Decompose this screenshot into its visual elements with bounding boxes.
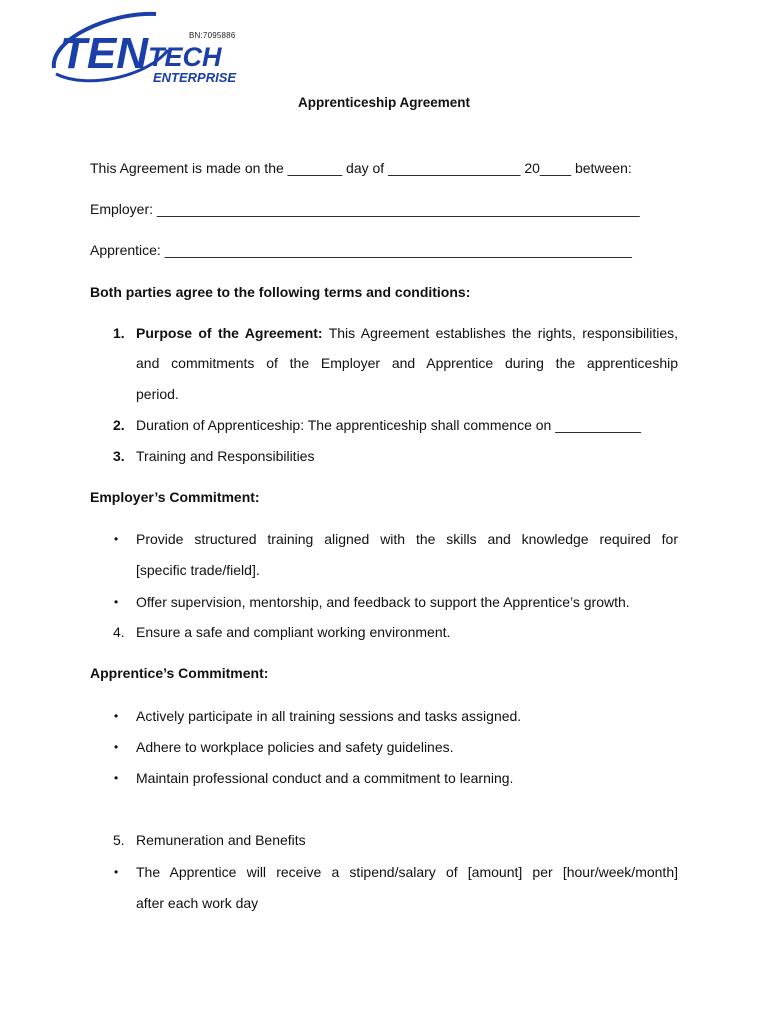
apprentice-bullet: Actively participate in all training sessions and tasks assigned. <box>136 708 522 724</box>
bullet-icon: • <box>114 532 119 546</box>
logo-ten-text: TEN <box>60 29 148 78</box>
apprentice-bullet: Maintain professional conduct and a commitment to learning. <box>136 770 514 786</box>
bullet-icon: • <box>114 595 119 609</box>
item-training: Training and Responsibilities <box>136 448 315 464</box>
item-safe-environment: Ensure a safe and compliant working environment. <box>136 624 451 640</box>
logo-tech-text: TECH <box>148 42 222 72</box>
bullet-icon: • <box>114 771 119 785</box>
both-parties-heading: Both parties agree to the following terms and conditions: <box>90 284 471 300</box>
intro-line: This Agreement is made on the _______ day of _________________ 20____ between: <box>90 160 632 176</box>
item-number: 5. <box>113 832 125 848</box>
remuneration-bullet-line2: after each work day <box>136 895 259 911</box>
item-number: 2. <box>113 417 125 433</box>
employer-bullet-1-line1: Provide structured training aligned with the skills and knowledge required for <box>136 531 678 547</box>
item-purpose-text: This Agreement establishes the rights, responsibilities, <box>328 325 678 341</box>
document-title: Apprenticeship Agreement <box>297 95 471 110</box>
document-body <box>90 0 678 1024</box>
logo-subtitle-text: ENTERPRISE <box>153 70 237 85</box>
apprentice-line: Apprentice: ____________________________________________________________ <box>90 242 632 258</box>
item-number: 3. <box>113 448 125 464</box>
employer-bullet-1-line2: [specific trade/field]. <box>136 562 260 578</box>
item-purpose-line2: and commitments of the Employer and Apprentice during the apprenticeship <box>136 355 678 371</box>
apprentice-commitment-heading: Apprentice’s Commitment: <box>90 665 269 681</box>
business-number: BN:7095886 <box>189 31 236 40</box>
item-number: 4. <box>113 624 125 640</box>
bullet-icon: • <box>114 709 119 723</box>
employer-bullet-2: Offer supervision, mentorship, and feedback to support the Apprentice’s growth. <box>136 594 630 610</box>
item-remuneration: Remuneration and Benefits <box>136 832 306 848</box>
item-purpose-line1 <box>136 325 678 342</box>
item-number: 1. <box>113 325 125 341</box>
bullet-icon: • <box>114 865 119 879</box>
remuneration-bullet-line1: The Apprentice will receive a stipend/salary of [amount] per [hour/week/month] <box>136 864 678 880</box>
apprentice-bullet: Adhere to workplace policies and safety guidelines. <box>136 739 454 755</box>
item-purpose-line3: period. <box>136 386 179 402</box>
employer-commitment-heading: Employer’s Commitment: <box>90 489 260 505</box>
item-purpose-label: Purpose of the Agreement: <box>136 325 323 341</box>
item-duration: Duration of Apprenticeship: The apprenticeship shall commence on ___________ <box>136 417 641 433</box>
bullet-icon: • <box>114 740 119 754</box>
employer-line: Employer: ______________________________________________________________ <box>90 201 640 217</box>
